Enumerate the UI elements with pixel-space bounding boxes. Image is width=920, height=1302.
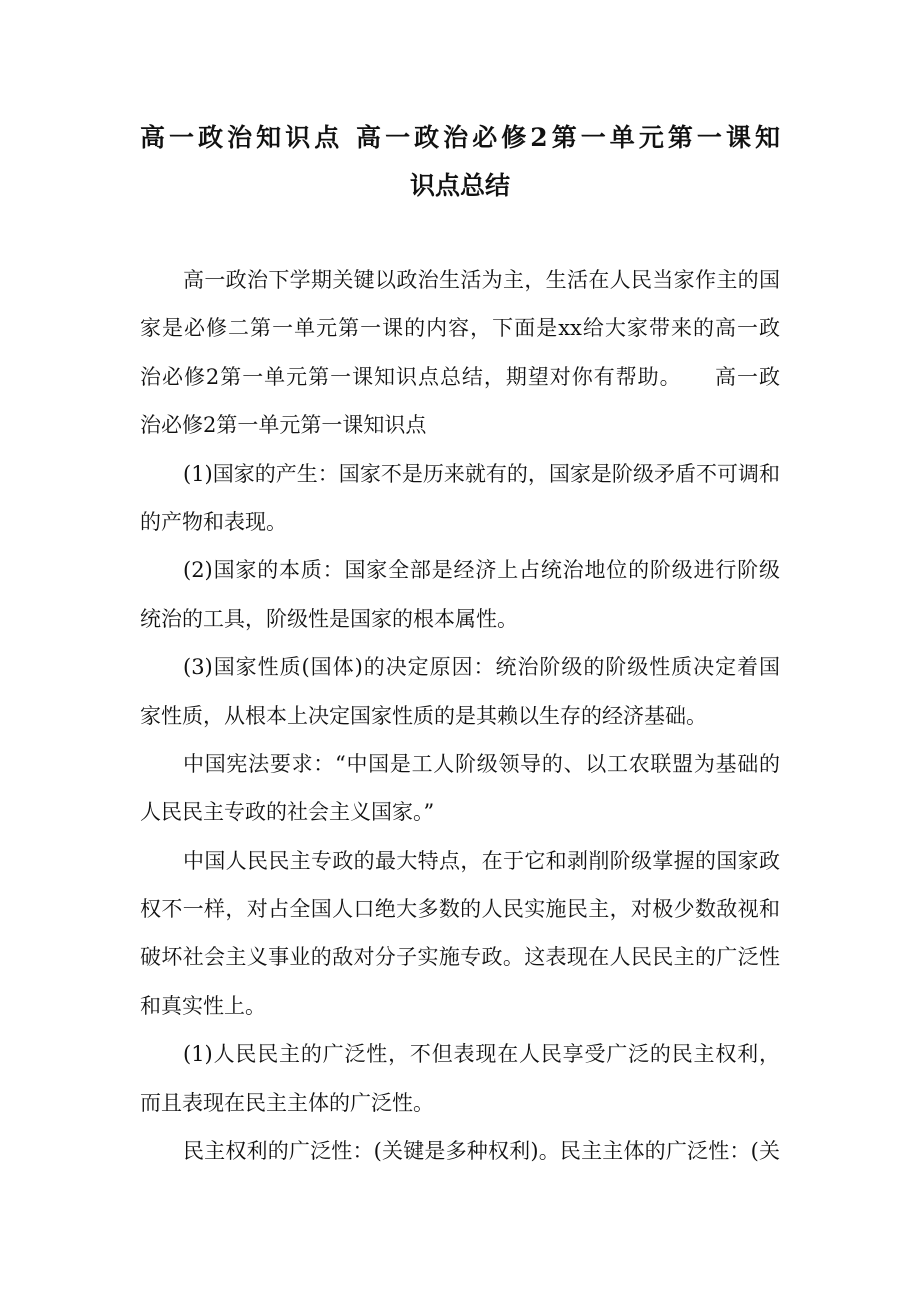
paragraph-line: 的产物和表现。: [140, 509, 287, 534]
paragraph-line: 高一政治下学期关键以政治生活为主，生活在人民当家作主的国: [183, 268, 780, 292]
paragraph: [140, 843, 780, 1037]
paragraph-line: (2)国家的本质：国家全部是经济上占统治地位的阶级进行阶级: [183, 558, 780, 583]
document-title: [140, 114, 780, 210]
paragraph: [140, 262, 780, 456]
paragraph: [140, 456, 780, 553]
paragraph-line: (1)国家的产生：国家不是历来就有的，国家是阶级矛盾不可调和: [183, 461, 780, 486]
paragraph: [140, 746, 780, 843]
title-line-2: 识点总结: [409, 171, 510, 200]
paragraph-line: 中国宪法要求：“中国是工人阶级领导的、以工农联盟为基础的: [183, 751, 780, 776]
paragraph-line: 人民民主专政的社会主义国家。”: [140, 800, 435, 825]
paragraph-line: (1)人民民主的广泛性，不但表现在人民享受广泛的民主权利，: [183, 1042, 780, 1067]
document-body: [140, 262, 780, 1181]
paragraph: [140, 552, 780, 649]
paragraph: [140, 1036, 780, 1133]
paragraph-line: (3)国家性质(国体)的决定原因：统治阶级的阶级性质决定着国: [183, 655, 780, 680]
paragraph-line: 中国人民民主专政的最大特点，在于它和剥削阶级掌握的国家政: [183, 848, 780, 873]
paragraph-line: 家性质，从根本上决定国家性质的是其赖以生存的经济基础。: [140, 703, 707, 728]
paragraph-line: 和真实性上。: [140, 993, 266, 1018]
paragraph-line: 家是必修二第一单元第一课的内容，下面是xx给大家带来的高一政: [140, 316, 780, 341]
paragraph-line: 治必修2第一单元第一课知识点: [140, 413, 427, 438]
paragraph-line: 治必修2第一单元第一课知识点总结，期望对你有帮助。 高一政: [140, 364, 780, 389]
title-line-1: 高一政治知识点 高一政治必修2第一单元第一课知: [140, 123, 780, 152]
paragraph: [140, 649, 780, 746]
paragraph-line: 权不一样，对占全国人口绝大多数的人民实施民主，对极少数敌视和: [140, 897, 780, 922]
paragraph-line: 统治的工具，阶级性是国家的根本属性。: [140, 606, 518, 631]
paragraph-line: 破坏社会主义事业的敌对分子实施专政。这表现在人民民主的广泛性: [140, 945, 780, 970]
paragraph-line: 民主权利的广泛性：(关键是多种权利)。民主主体的广泛性：(关: [183, 1139, 780, 1164]
paragraph: [140, 1133, 780, 1181]
paragraph-line: 而且表现在民主主体的广泛性。: [140, 1090, 434, 1115]
